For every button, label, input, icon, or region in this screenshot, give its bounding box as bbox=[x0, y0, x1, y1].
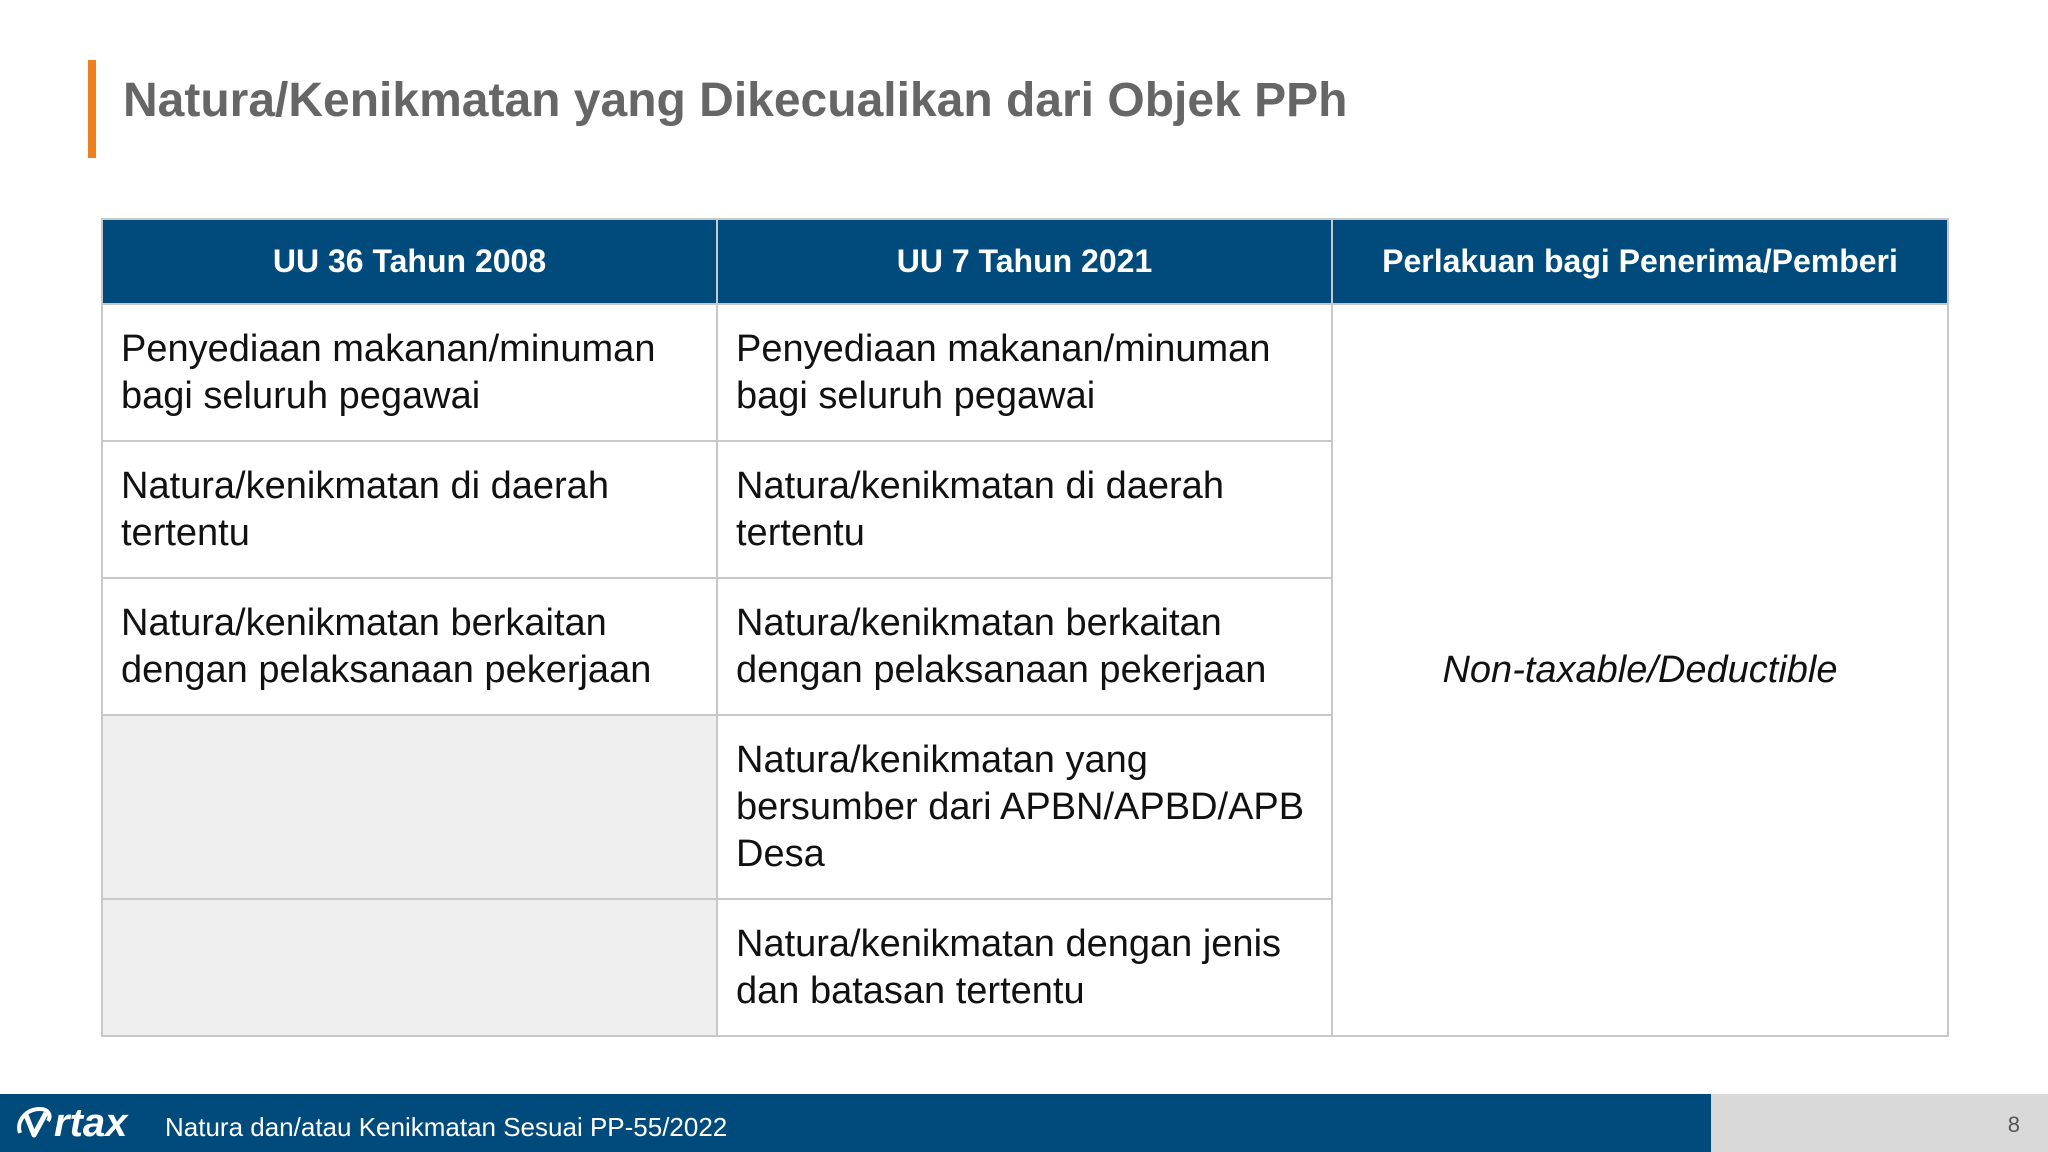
table-cell: Natura/kenikmatan yang bersumber dari APBN/APBD/APB Desa bbox=[717, 715, 1332, 899]
table-cell: Natura/kenikmatan dengan jenis dan batasan tertentu bbox=[717, 899, 1332, 1036]
table-header-row bbox=[102, 219, 1948, 304]
company-logo bbox=[14, 1098, 127, 1148]
table-cell: Natura/kenikmatan berkaitan dengan pelaksanaan pekerjaan bbox=[102, 578, 717, 715]
logo-swirl-icon bbox=[14, 1103, 54, 1143]
table-cell: Natura/kenikmatan di daerah tertentu bbox=[717, 441, 1332, 578]
table-cell: Penyediaan makanan/minuman bagi seluruh pegawai bbox=[102, 304, 717, 441]
empty-cell bbox=[102, 899, 717, 1036]
page-title: Natura/Kenikmatan yang Dikecualikan dari Objek PPh bbox=[123, 74, 1348, 127]
table-cell: Natura/kenikmatan berkaitan dengan pelaksanaan pekerjaan bbox=[717, 578, 1332, 715]
footer-page-area bbox=[1711, 1094, 2048, 1152]
header-treatment: Perlakuan bagi Penerima/Pemberi bbox=[1332, 219, 1948, 304]
header-uu7: UU 7 Tahun 2021 bbox=[717, 219, 1332, 304]
table-cell: Natura/kenikmatan di daerah tertentu bbox=[102, 441, 717, 578]
page-number: 8 bbox=[2007, 1112, 2020, 1137]
table-row bbox=[102, 304, 1948, 441]
table-cell: Penyediaan makanan/minuman bagi seluruh pegawai bbox=[717, 304, 1332, 441]
treatment-cell: Non-taxable/Deductible bbox=[1332, 304, 1948, 1036]
empty-cell bbox=[102, 715, 717, 899]
logo-text: rtax bbox=[54, 1100, 128, 1145]
footer-text: Natura dan/atau Kenikmatan Sesuai PP-55/2022 bbox=[165, 1112, 728, 1142]
header-uu36: UU 36 Tahun 2008 bbox=[102, 219, 717, 304]
title-accent-bar bbox=[88, 60, 96, 158]
comparison-table bbox=[101, 218, 1949, 1037]
